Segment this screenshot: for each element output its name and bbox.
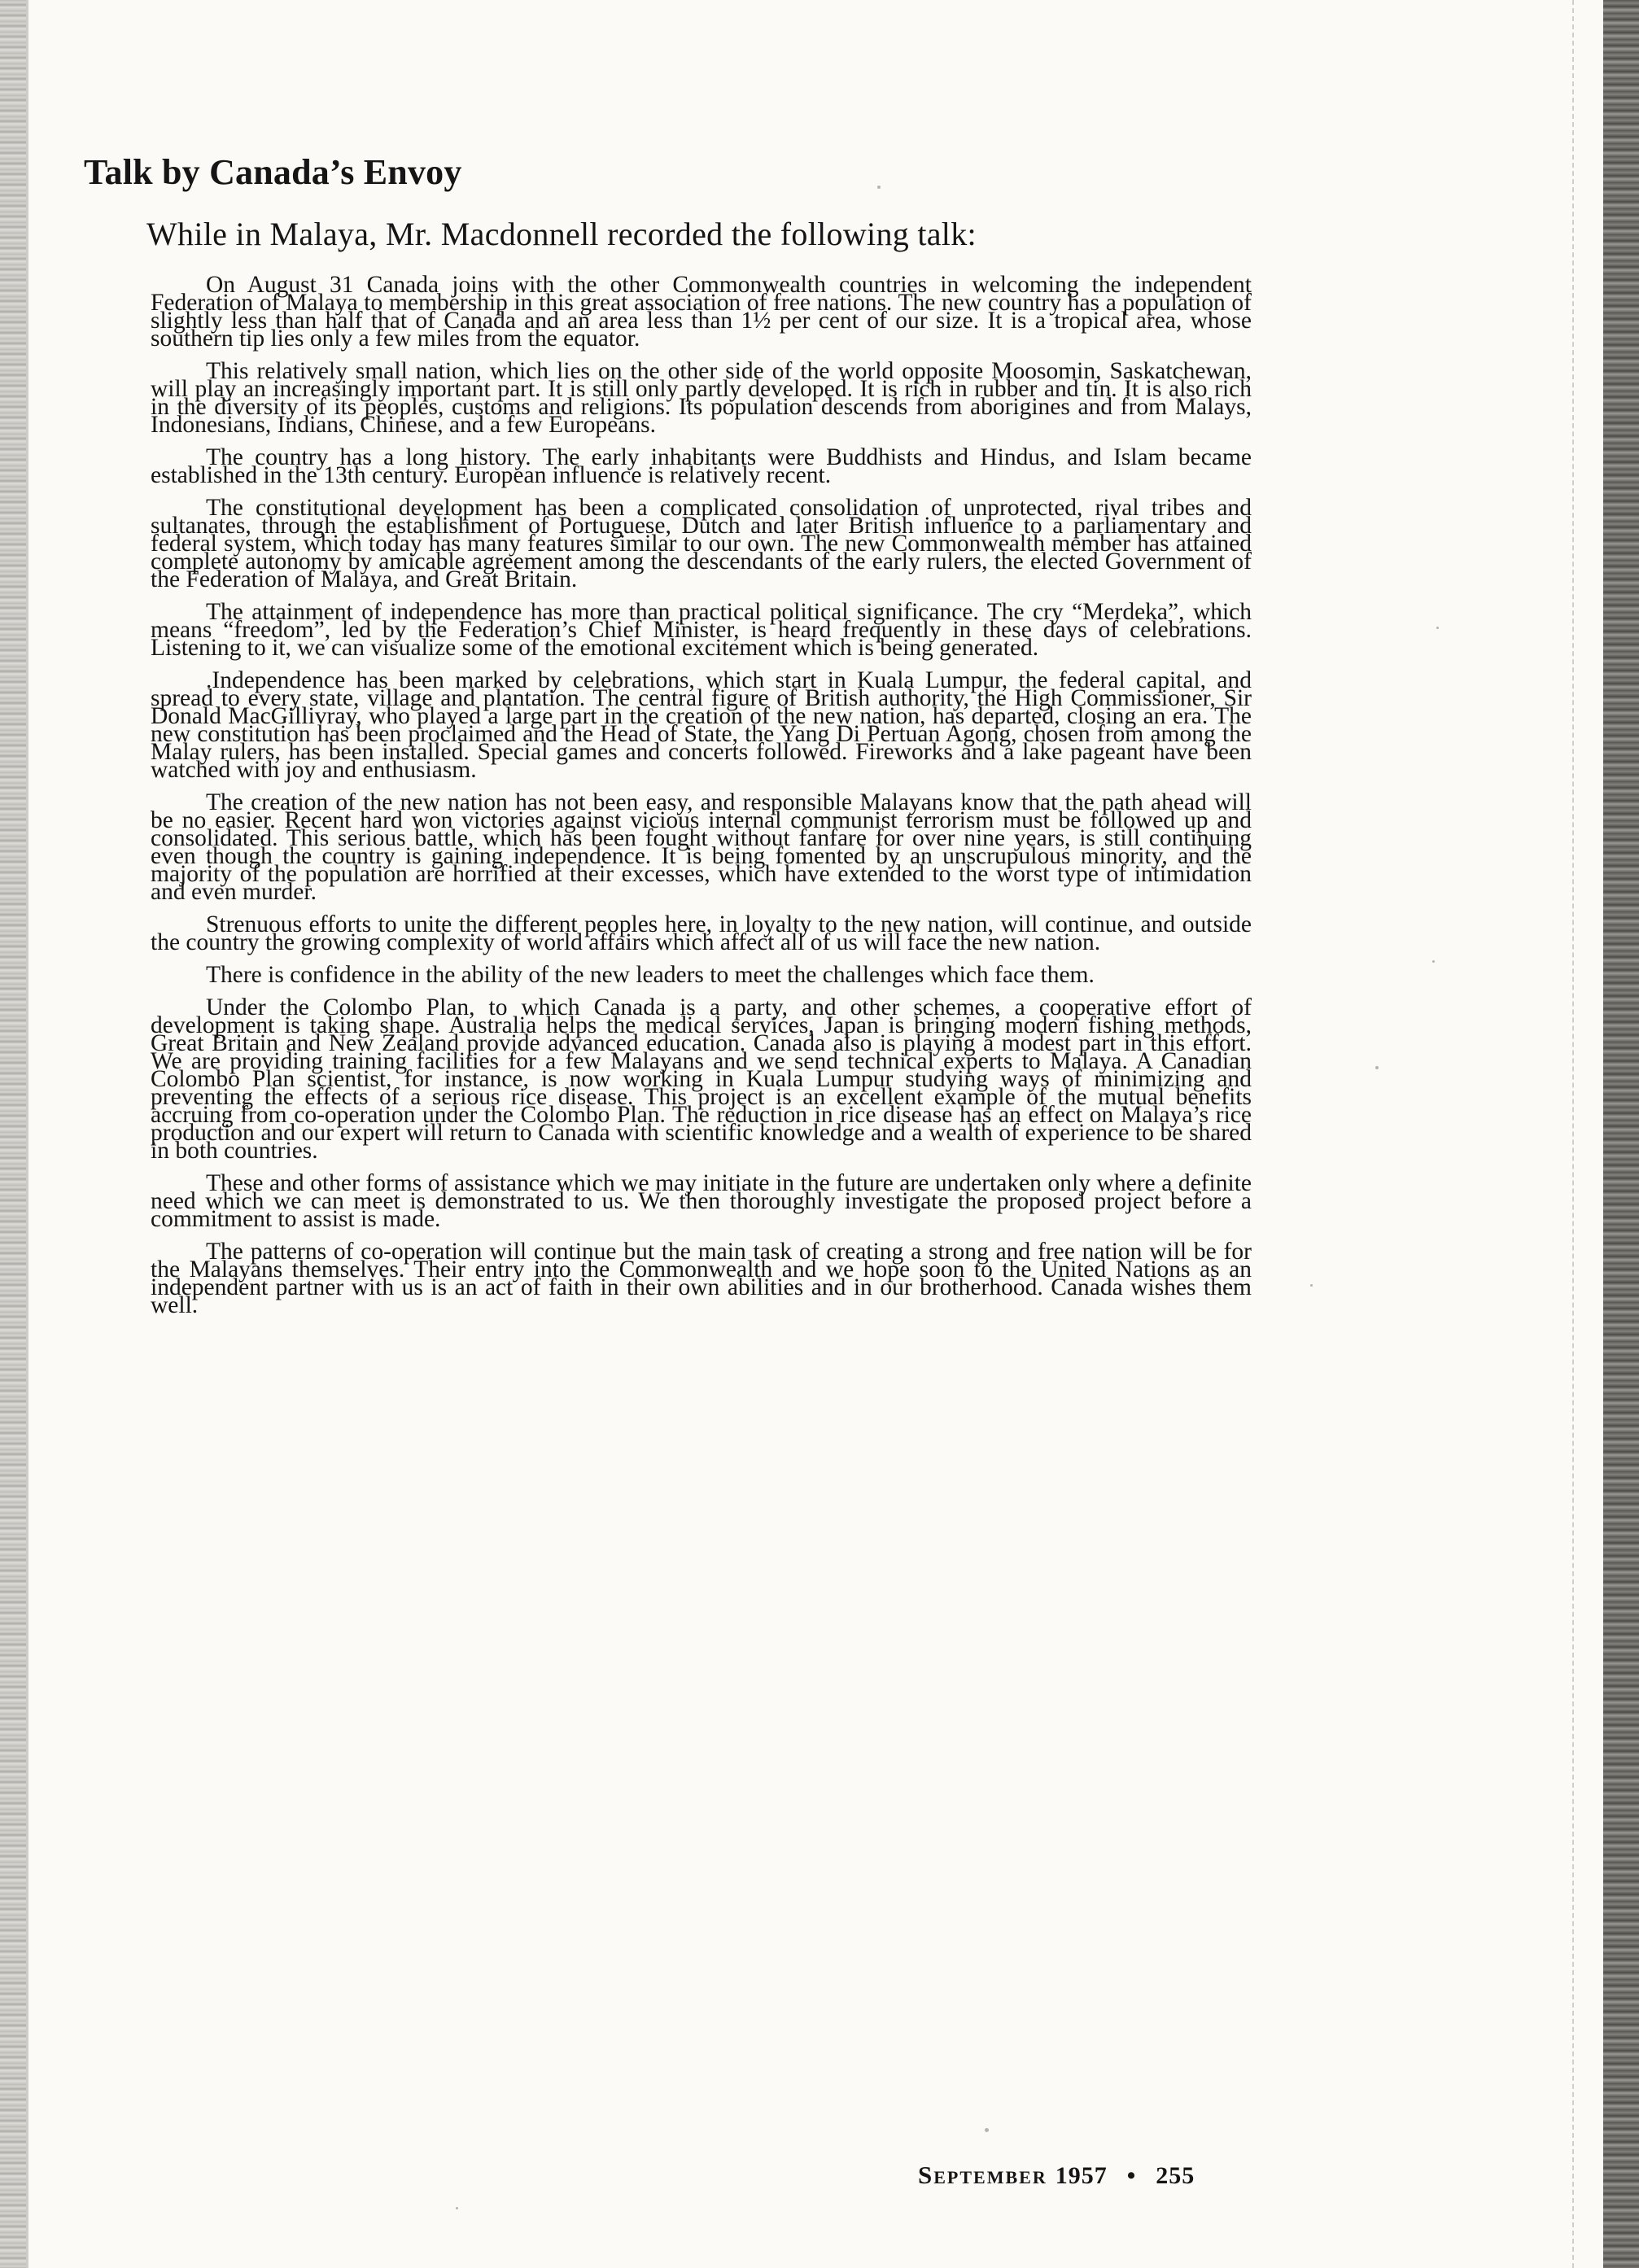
scan-speck <box>1432 960 1435 963</box>
article-paragraph: Strenuous efforts to unite the different peoples here, in loyalty to the new nation, will continue, and outside the country the growing complexity of world affairs which affect all of us will face the new nation. <box>151 911 1252 955</box>
scan-speck <box>1375 1066 1379 1069</box>
scan-speck <box>877 186 881 189</box>
article-paragraph: On August 31 Canada joins with the other Commonwealth countries in welcoming the independent Federation of Malaya to membership in this great association of free nations. The new country has a population of slightly less than half that of Canada and an area less than 1½ per cent of our size. It is a tropical area, whose southern tip lies only a few miles from the equator. <box>151 272 1252 352</box>
footer-separator: • <box>1126 2162 1137 2189</box>
footer-month: September <box>918 2161 1047 2189</box>
article-intro: While in Malaya, Mr. Macdonnell recorded the following talk: <box>146 216 977 252</box>
article-paragraph: The creation of the new nation has not been easy, and responsible Malayans know that the path ahead will be no easier. Recent hard won victories against vicious internal communist terrorism must be followed up and consolidated. This serious battle, which has been fought without fanfare for over nine years, is still continuing even though the country is gaining independence. It is being fomented by an unscrupulous minority, and the majority of the population are horrified at their excesses, which have extended to the worst type of intimidation and even murder. <box>151 789 1252 905</box>
article-paragraph: There is confidence in the ability of the new leaders to meet the challenges which face them. <box>206 962 1095 988</box>
article-heading: Talk by Canada’s Envoy <box>84 152 462 192</box>
article-body <box>151 272 1252 1329</box>
binding-shadow-left <box>26 0 28 2268</box>
scan-speck <box>1310 1284 1313 1287</box>
scan-speck <box>456 2207 458 2209</box>
scan-speck <box>1436 627 1439 629</box>
article-paragraph: .Independence has been marked by celebrations, which start in Kuala Lumpur, the federal capital, and spread to every state, village and plantation. The central figure of British authority, the High Commissioner, Sir Donald MacGillivray, who played a large part in the creation of the new nation, has departed, closing an era. The new constitution has been proclaimed and the Head of State, the Yang Di Pertuan Agong, chosen from among the Malay rulers, has been installed. Special games and concerts followed. Fireworks and a lake pageant have been watched with joy and enthusiasm. <box>151 667 1252 783</box>
binding-edge-right <box>1603 0 1639 2268</box>
page-footer <box>918 2161 1195 2190</box>
page-fold-line <box>1572 0 1576 2268</box>
article-paragraph: The constitutional development has been a complicated consolidation of unprotected, rival tribes and sultanates, through the establishment of Portuguese, Dutch and later British influence to a parliamentary and federal system, which today has many features similar to our own. The new Commonwealth member has attained complete autonomy by amicable agreement among the descendants of the early rulers, the elected Government of the Federation of Malaya, and Great Britain. <box>151 495 1252 592</box>
scan-speck <box>985 2128 989 2132</box>
footer-year: 1957 <box>1055 2162 1108 2189</box>
article-paragraph: This relatively small nation, which lies on the other side of the world opposite Moosomin, Saskatchewan, will play an increasingly important part. It is still only partly developed. It is rich in rubber and tin. It is also rich in the diversity of its peoples, customs and religions. Its population descends from aborigines and from Malays, Indonesians, Indians, Chinese, and a few Europeans. <box>151 358 1252 438</box>
article-paragraph: The patterns of co-operation will continue but the main task of creating a strong and free nation will be for the Malayans themselves. Their entry into the Commonwealth and we hope soon to the United Nations as an independent partner with us is an act of faith in their own abilities and in our brotherhood. Canada wishes them well. <box>151 1239 1252 1318</box>
article-paragraph: These and other forms of assistance which we may initiate in the future are undertaken only where a definite need which we can meet is demonstrated to us. We then thoroughly investigate the proposed project before a commitment to assist is made. <box>151 1170 1252 1232</box>
binding-edge-left <box>0 0 26 2268</box>
article-paragraph: Under the Colombo Plan, to which Canada is a party, and other schemes, a cooperative effort of development is taking shape. Australia helps the medical services, Japan is bringing modern fishing methods, Great Britain and New Zealand provide advanced education. Canada also is playing a modest part in this effort. We are providing training facilities for a few Malayans and we send technical experts to Malaya. A Canadian Colombo Plan scientist, for instance, is now working in Kuala Lumpur studying ways of minimizing and preventing the effects of a serious rice disease. This project is an excellent example of the mutual benefits accruing from co-operation under the Colombo Plan. The reduction in rice disease has an effect on Malaya’s rice production and our expert will return to Canada with scientific knowledge and a wealth of experience to be shared in both countries. <box>151 994 1252 1164</box>
page-number: 255 <box>1156 2162 1195 2189</box>
article-paragraph: The attainment of independence has more than practical political significance. The cry “Merdeka”, which means “freedom”, led by the Federation’s Chief Minister, is heard frequently in these days of celebrations. Listening to it, we can visualize some of the emotional excitement which is being generated. <box>151 599 1252 661</box>
article-paragraph: The country has a long history. The early inhabitants were Buddhists and Hindus, and Islam became established in the 13th century. European influence is relatively recent. <box>151 444 1252 488</box>
